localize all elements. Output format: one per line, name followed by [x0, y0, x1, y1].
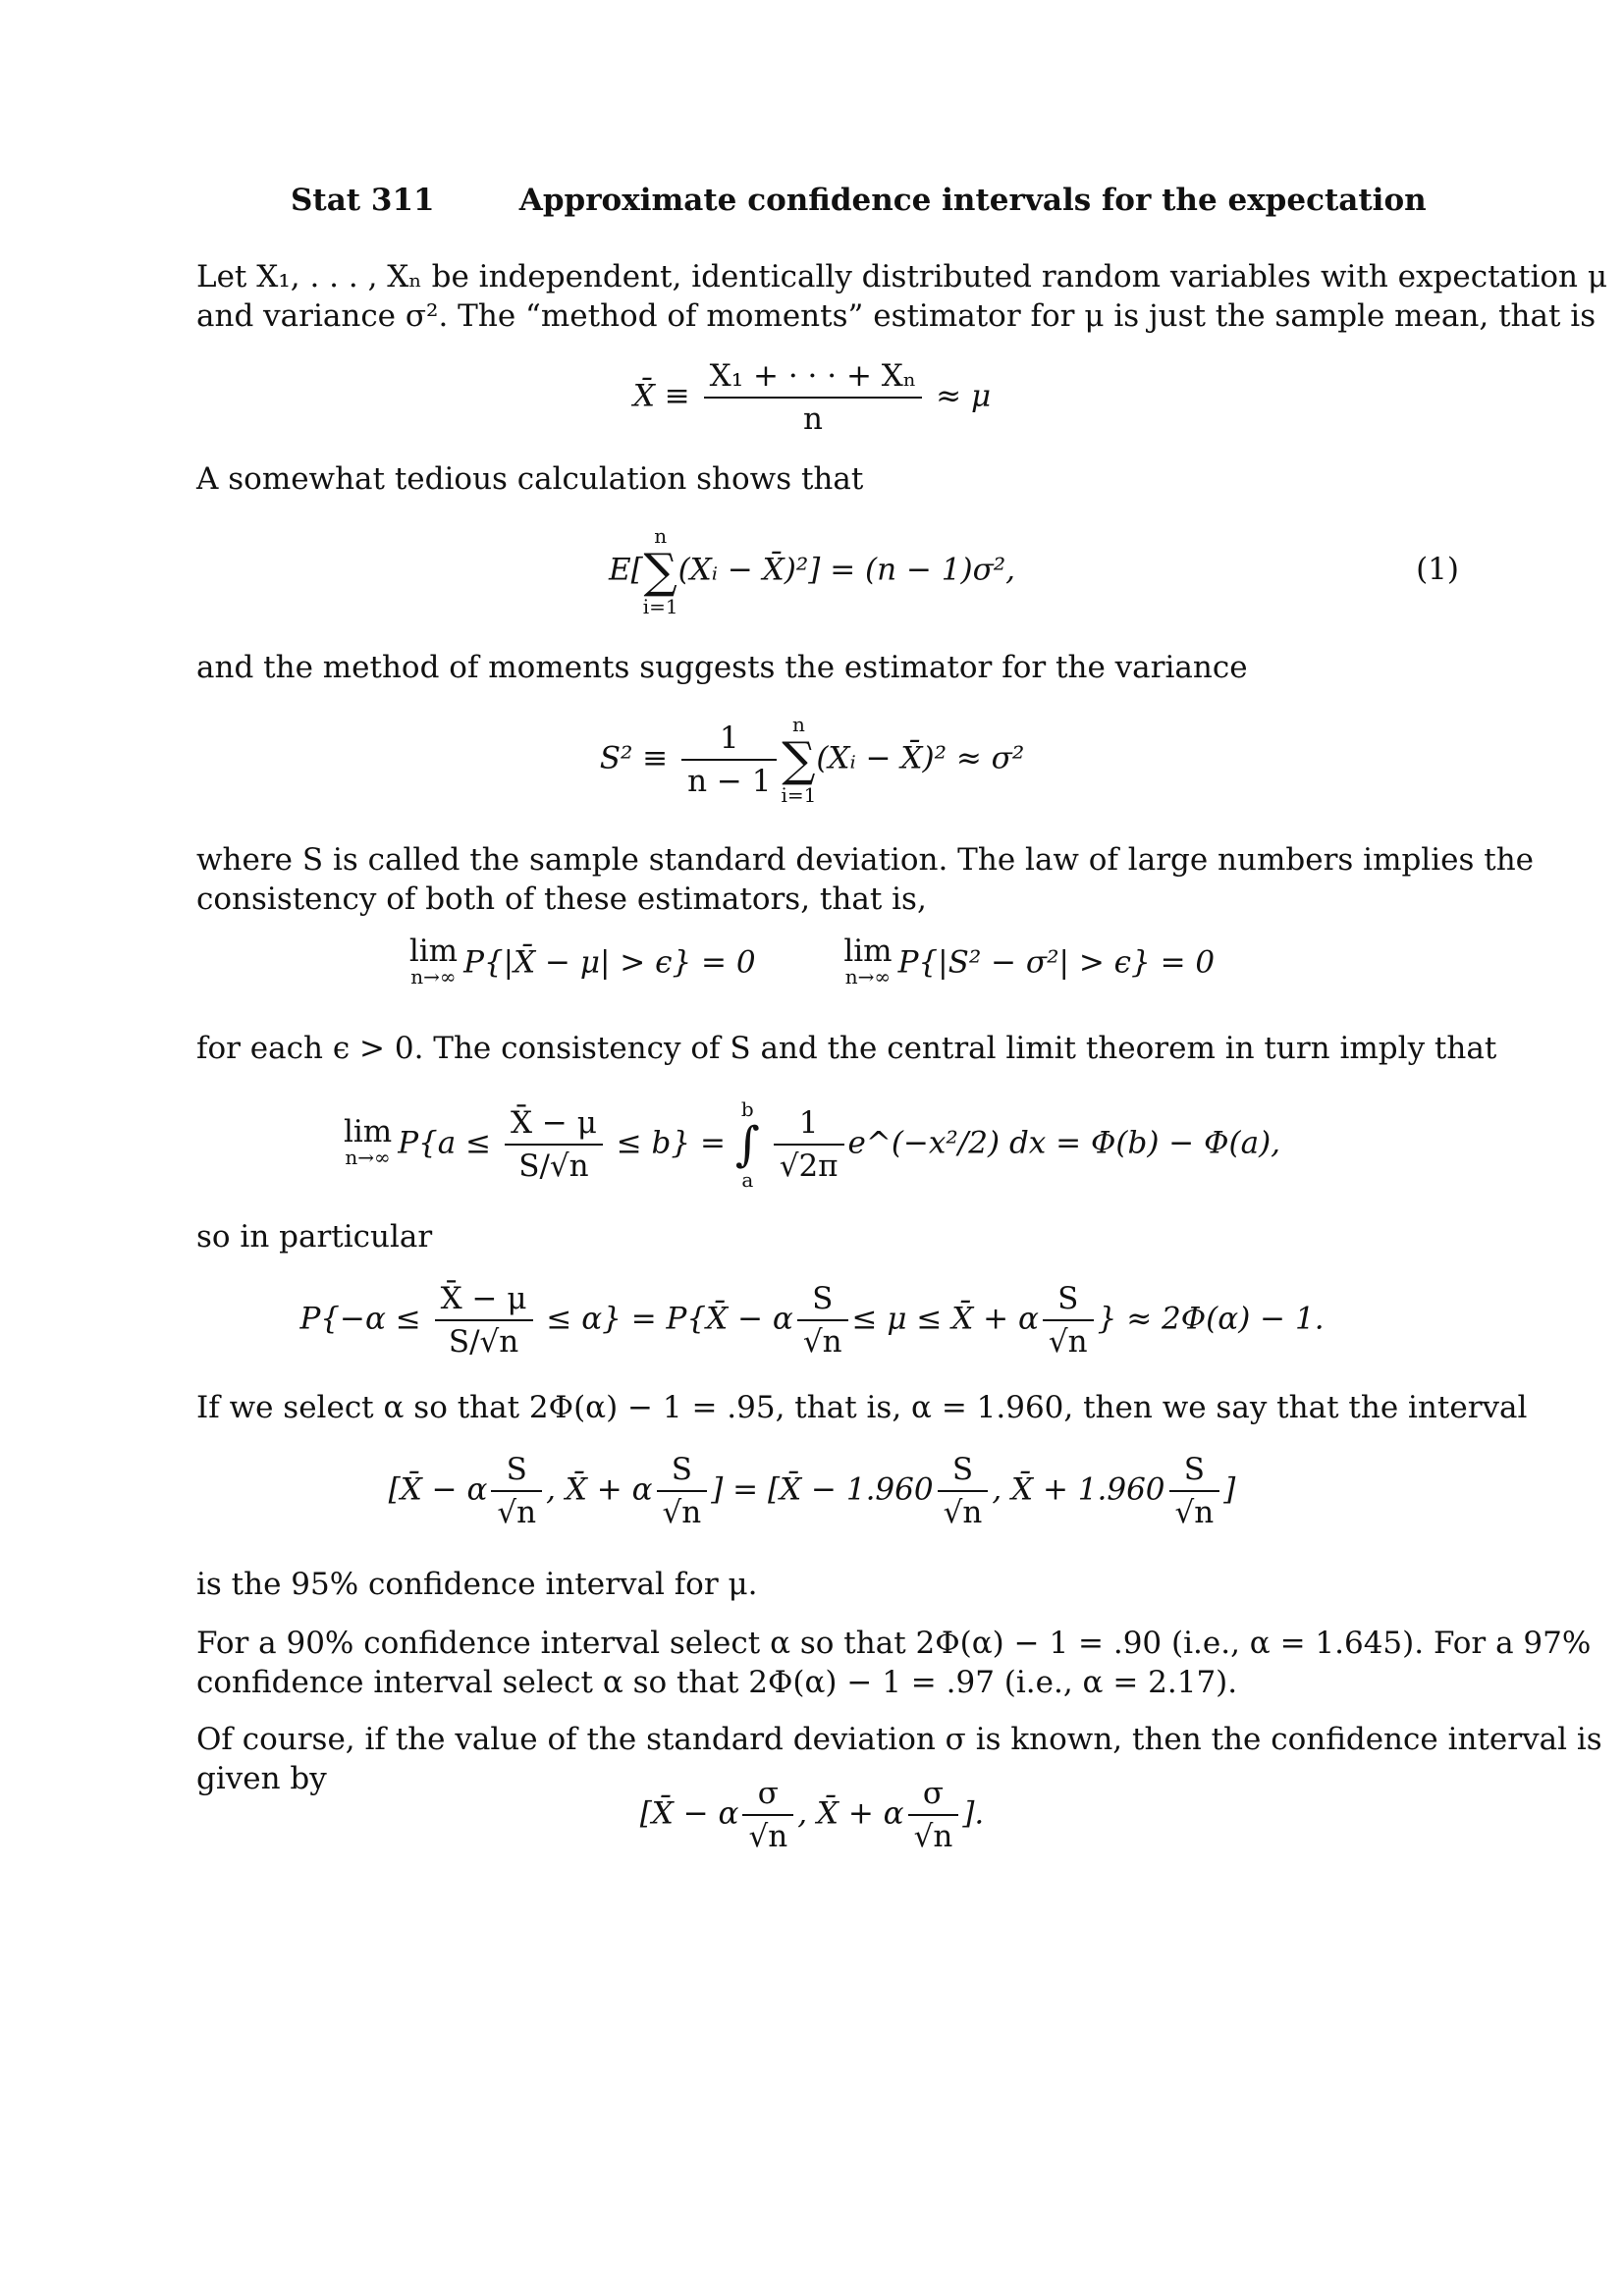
fraction [938, 1449, 989, 1533]
fraction [908, 1773, 959, 1857]
text-line: Of course, if the value of the standard deviation σ is known, then the confidence interval is [196, 1722, 1602, 1757]
denominator: √n [913, 1819, 953, 1854]
fraction [742, 1773, 793, 1857]
numerator: 1 [774, 1102, 844, 1146]
equation-sample-variance [0, 713, 1624, 807]
summation [643, 524, 678, 618]
lim-sub: n→∞ [844, 965, 892, 988]
fraction [657, 1449, 708, 1533]
paragraph-select [196, 1388, 1528, 1427]
denominator: √2π [779, 1148, 839, 1184]
eq-part: ] [1223, 1471, 1236, 1508]
sum-lower: i=1 [781, 783, 817, 807]
sigma-symbol: ∑ [782, 732, 816, 787]
numerator: S [1169, 1449, 1220, 1492]
course-code: Stat 311 [291, 183, 435, 218]
denominator: √n [802, 1324, 842, 1360]
lim-text: lim [843, 934, 893, 969]
denominator: √n [748, 1819, 788, 1854]
denominator: n − 1 [687, 764, 772, 799]
text-line: If we select α so that 2Φ(α) − 1 = .95, that is, α = 1.960, then we say that the interval [196, 1390, 1528, 1425]
numerator: X₁ + · · · + Xₙ [704, 355, 923, 399]
eq-part: [X̄ − α [639, 1795, 739, 1832]
eq-part: , X̄ + α [546, 1471, 653, 1508]
limit [843, 934, 893, 989]
paragraph-consistency [196, 840, 1535, 919]
integral-symbol: ∫ [734, 1117, 760, 1172]
fraction [704, 355, 923, 440]
consistency-mean: P{|X̄ − μ| > ϵ} = 0 [463, 944, 756, 981]
eq-pre: P{a ≤ [398, 1125, 492, 1161]
fraction [681, 718, 777, 802]
eq-body: (Xᵢ − X̄)²] = (n − 1)σ², [677, 552, 1016, 588]
eq-mid: ≤ b} = [616, 1125, 726, 1161]
equation-interval [0, 1449, 1624, 1533]
equation-consistency [0, 934, 1624, 989]
eq-part: ] = [X̄ − 1.960 [711, 1471, 934, 1508]
eq-tail: e^(−x²/2) dx = Φ(b) − Φ(a), [847, 1125, 1281, 1161]
int-lower: a [741, 1168, 754, 1192]
eq-part: ]. [962, 1795, 985, 1832]
denominator: √n [497, 1495, 537, 1530]
eq-mid: ≤ α} = P{X̄ − α [546, 1301, 793, 1337]
text-line: and the method of moments suggests the estimator for the variance [196, 650, 1248, 685]
text-line: where S is called the sample standard deviation. The law of large numbers implies the [196, 842, 1535, 878]
fraction [1169, 1449, 1220, 1533]
equation-particular [0, 1278, 1624, 1362]
numerator: 1 [681, 718, 777, 761]
paragraph-clt [196, 1029, 1497, 1068]
denominator: √n [1174, 1495, 1215, 1530]
eq-tail: } ≈ 2Φ(α) − 1. [1097, 1301, 1325, 1337]
paragraph-95 [196, 1565, 1463, 1604]
lim-sub: n→∞ [345, 1146, 391, 1169]
paragraph-particular [196, 1217, 1463, 1256]
paragraph-tedious [196, 459, 1463, 499]
integral [735, 1097, 760, 1192]
denominator: n [802, 401, 823, 437]
summation [781, 713, 816, 807]
paragraph-90-97 [196, 1624, 1592, 1702]
eq-rhs: ≈ μ [936, 378, 992, 414]
eq-pre: P{−α ≤ [299, 1301, 421, 1337]
consistency-variance: P{|S² − σ²| > ϵ} = 0 [897, 944, 1216, 981]
lim-text: lim [343, 1114, 393, 1149]
fraction [435, 1278, 533, 1362]
denominator: S/√n [448, 1324, 519, 1360]
numerator: X̄ − μ [435, 1278, 533, 1321]
int-upper: b [740, 1097, 754, 1121]
text-line: is the 95% confidence interval for μ. [196, 1567, 758, 1602]
sum-upper: n [791, 713, 805, 736]
eq-part: , X̄ + 1.960 [992, 1471, 1165, 1508]
text-line: so in particular [196, 1219, 433, 1255]
fraction [491, 1449, 542, 1533]
numerator: S [797, 1278, 848, 1321]
numerator: X̄ − μ [505, 1102, 603, 1146]
paragraph-intro [196, 257, 1608, 336]
numerator: σ [908, 1773, 959, 1816]
equation-number: (1) [1416, 552, 1459, 587]
sum-upper: n [654, 524, 668, 548]
text-line: confidence interval select α so that 2Φ(α) − 1 = .97 (i.e., α = 2.17). [196, 1665, 1238, 1700]
eq-lhs: E[ [608, 552, 643, 588]
text-line: A somewhat tedious calculation shows that [196, 461, 864, 497]
text-line: for each ϵ > 0. The consistency of S and the central limit theorem in turn imply that [196, 1031, 1497, 1066]
sigma-symbol: ∑ [643, 544, 677, 599]
limit [408, 934, 459, 989]
limit [343, 1114, 393, 1170]
eq-lhs: X̄ ≡ [632, 378, 690, 414]
numerator: S [1043, 1278, 1094, 1321]
numerator: σ [742, 1773, 793, 1816]
equation-sample-mean [0, 355, 1624, 440]
text-line: given by [196, 1761, 327, 1796]
denominator: √n [662, 1495, 702, 1530]
paragraph-variance [196, 648, 1463, 687]
fraction [797, 1278, 848, 1362]
equation-1 [0, 524, 1624, 618]
page-title [291, 183, 1427, 218]
denominator: √n [1048, 1324, 1088, 1360]
eq-body: (Xᵢ − X̄)² ≈ σ² [816, 740, 1025, 776]
text-line: For a 90% confidence interval select α so that 2Φ(α) − 1 = .90 (i.e., α = 1.645). For a 97% [196, 1626, 1592, 1661]
text-line: Let X₁, . . . , Xₙ be independent, identically distributed random variables with expectation μ [196, 259, 1608, 294]
numerator: S [657, 1449, 708, 1492]
denominator: √n [943, 1495, 983, 1530]
numerator: S [938, 1449, 989, 1492]
eq-lhs: S² ≡ [599, 740, 669, 776]
eq-part: [X̄ − α [388, 1471, 488, 1508]
text-line: and variance σ². The “method of moments” estimator for μ is just the sample mean, that is [196, 298, 1597, 334]
eq-part: , X̄ + α [797, 1795, 904, 1832]
denominator: S/√n [518, 1148, 589, 1184]
title-text: Approximate confidence intervals for the expectation [518, 183, 1427, 218]
fraction [505, 1102, 603, 1187]
eq-mid2: ≤ μ ≤ X̄ + α [851, 1301, 1039, 1337]
lim-sub: n→∞ [410, 965, 457, 988]
equation-known-sigma [0, 1773, 1624, 1857]
sum-lower: i=1 [642, 595, 678, 618]
equation-clt [0, 1097, 1624, 1192]
numerator: S [491, 1449, 542, 1492]
fraction [1043, 1278, 1094, 1362]
text-line: consistency of both of these estimators, that is, [196, 881, 927, 917]
fraction [774, 1102, 844, 1187]
lim-text: lim [408, 934, 459, 969]
